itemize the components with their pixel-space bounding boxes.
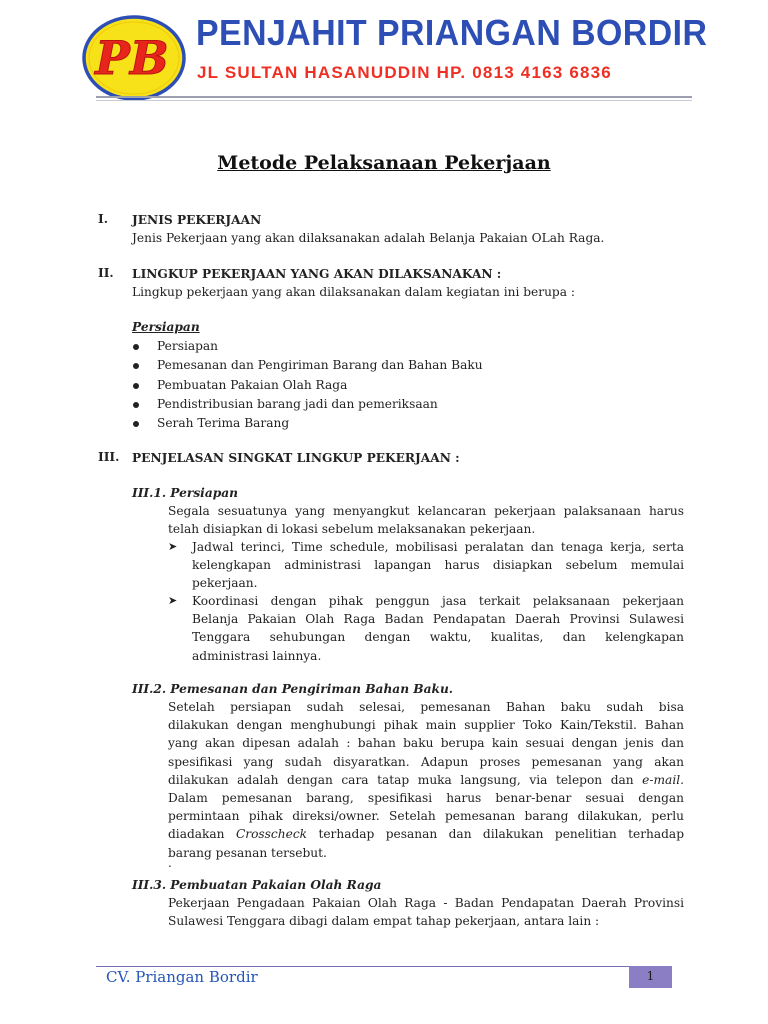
letterhead-divider	[96, 96, 692, 98]
subsection-3-2-paragraph: Setelah persiapan sudah selesai, pemesanan Bahan baku sudah bisa dilakukan dengan menghubungi pihak main supplier Toko Kain/Tekstil. Bahan yang akan dipesan adalah : bahan baku berupa kain sesuai dengan jenis dan spesifikasi yang sudah disyaratkan. Adapun proses pemesanan yang akan dilakukan adalah dengan cara tatap muka langsung, via telepon dan e-mail. Dalam pemesanan barang, spesifikasi harus benar-benar sesuai dengan permintaan pihak direksi/owner. Setelah pemesanan barang dilakukan, perlu diadakan Crosscheck terhadap pesanan dan dilakukan penelitian terhadap barang pesanan tersebut.	[168, 700, 685, 860]
section-1-number: I.	[98, 212, 108, 226]
subsection-3-2-heading: III.2. Pemesanan dan Pengiriman Bahan Baku.	[132, 682, 454, 696]
bullet-icon	[133, 344, 139, 350]
section-2-heading: LINGKUP PEKERJAAN YANG AKAN DILAKSANAKAN :	[132, 267, 502, 281]
section-3-number: III.	[98, 450, 120, 464]
section-1-description: Jenis Pekerjaan yang akan dilaksanakan adalah Belanja Pakaian OLah Raga.	[132, 231, 605, 245]
company-name: PENJAHIT PRIANGAN BORDIR	[196, 12, 708, 53]
list-item: Pemesanan dan Pengiriman Barang dan Bahan Baku	[132, 356, 483, 375]
bullet-icon	[133, 383, 139, 389]
section-3-heading: PENJELASAN SINGKAT LINGKUP PEKERJAAN :	[132, 451, 460, 465]
subsection-3-3-heading: III.3. Pembuatan Pakaian Olah Raga	[132, 878, 382, 892]
company-address: JL SULTAN HASANUDDIN HP. 0813 4163 6836	[197, 63, 612, 82]
bullet-icon	[133, 363, 139, 369]
subsection-3-1-heading: III.1. Persiapan	[132, 486, 238, 500]
section-2-description: Lingkup pekerjaan yang akan dilaksanakan dalam kegiatan ini berupa :	[132, 285, 575, 299]
svg-text:PB: PB	[95, 31, 169, 85]
subsection-3-1-paragraph: Segala sesuatunya yang menyangkut kelancaran pekerjaan palaksanaan harus telah disiapkan di lokasi sebelum melaksanakan pekerjaan.	[168, 504, 684, 537]
arrow-bullet-icon: ➤	[168, 540, 178, 553]
email-term: e-mail.	[642, 772, 684, 787]
footer-divider	[96, 966, 672, 967]
bullet-icon	[133, 402, 139, 408]
stray-period: .	[168, 856, 172, 870]
subsection-3-3-paragraph: Pekerjaan Pengadaan Pakaian Olah Raga - Badan Pendapatan Daerah Provinsi Sulawesi Tenggara dibagi dalam empat tahap pekerjaan, antara lain :	[168, 896, 684, 929]
arrow-bullet-icon: ➤	[168, 594, 178, 607]
company-logo	[82, 14, 186, 102]
letterhead-divider-thin	[96, 100, 692, 101]
list-item: Persiapan	[132, 337, 483, 356]
crosscheck-term: Crosscheck	[235, 827, 308, 842]
persiapan-label: Persiapan	[132, 320, 200, 334]
document-title: Metode Pelaksanaan Pekerjaan	[217, 152, 551, 174]
footer-company-name: CV. Priangan Bordir	[106, 968, 258, 986]
list-item: Serah Terima Barang	[132, 414, 483, 433]
page-number: 1	[629, 966, 672, 988]
scope-bullet-list	[132, 337, 483, 433]
section-1-heading: JENIS PEKERJAAN	[132, 213, 262, 227]
list-item: Pembuatan Pakaian Olah Raga	[132, 376, 483, 395]
section-2-number: II.	[98, 266, 114, 280]
bullet-icon	[133, 421, 139, 427]
list-item: Pendistribusian barang jadi dan pemeriksaan	[132, 395, 483, 414]
